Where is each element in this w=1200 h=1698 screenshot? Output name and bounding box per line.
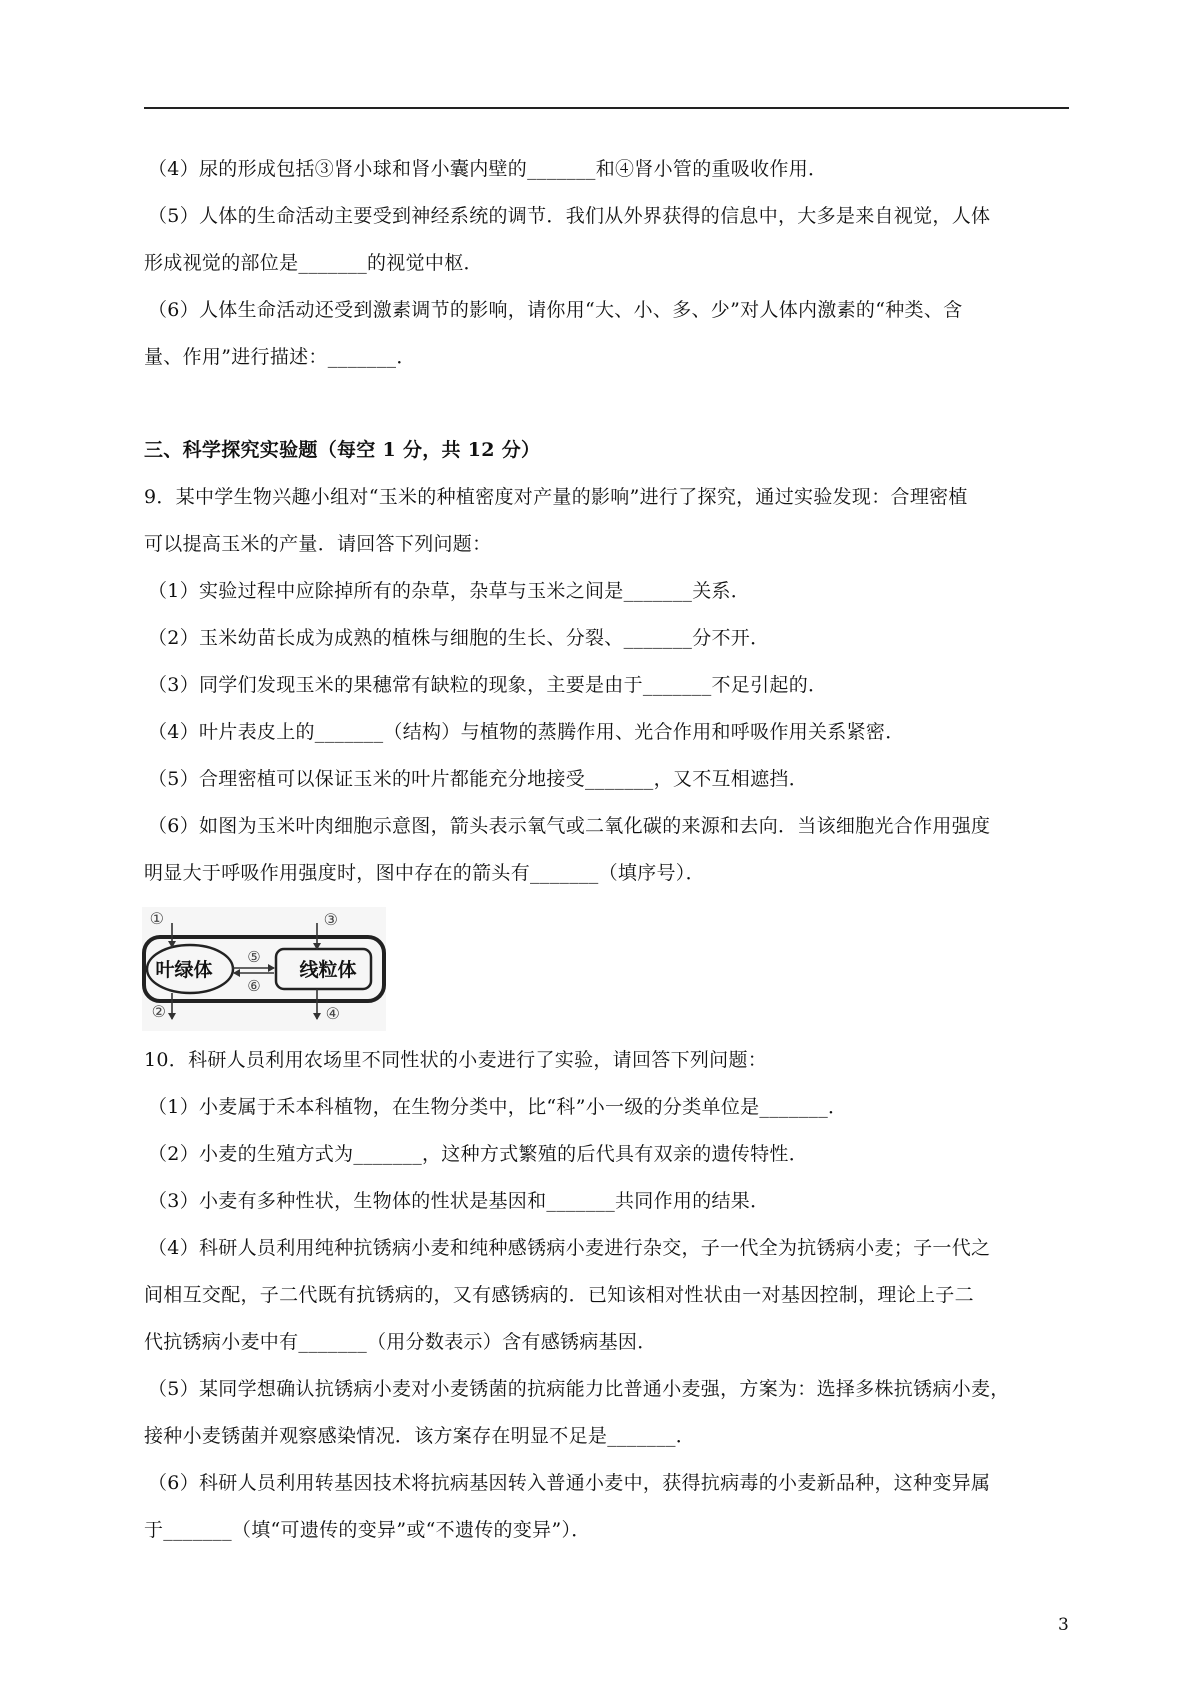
chloroplast-label: 叶绿体 [155, 959, 213, 981]
arrow-label-3: ③ [323, 910, 338, 929]
question-10-6-line1: （6）科研人员利用转基因技术将抗病基因转入普通小麦中，获得抗病毒的小麦新品种，这种变异属 [148, 1472, 991, 1494]
mitochondrion-label: 线粒体 [299, 959, 357, 981]
question-10-6-line2: 于_______（填“可遗传的变异”或“不遗传的变异”）． [144, 1519, 591, 1541]
question-9-6-line2: 明显大于呼吸作用强度时，图中存在的箭头有_______（填序号）． [144, 862, 705, 884]
question-10-4-line1: （4）科研人员利用纯种抗锈病小麦和纯种感锈病小麦进行杂交，子一代全为抗锈病小麦；子一代之 [148, 1237, 991, 1259]
question-9-1: （1）实验过程中应除掉所有的杂草，杂草与玉米之间是_______关系． [148, 580, 751, 602]
header-rule [144, 107, 1069, 109]
question-9-4: （4）叶片表皮上的_______（结构）与植物的蒸腾作用、光合作用和呼吸作用关系紧密． [148, 721, 905, 743]
question-9-stem-line2: 可以提高玉米的产量．请回答下列问题： [144, 533, 492, 555]
section-3-heading: 三、科学探究实验题（每空 1 分，共 12 分） [144, 439, 541, 461]
arrow-label-2: ② [151, 1002, 166, 1021]
question-8-4: （4）尿的形成包括③肾小球和肾小囊内壁的_______和④肾小管的重吸收作用． [148, 158, 828, 180]
question-8-6-line2: 量、作用”进行描述：_______． [144, 346, 416, 368]
arrow-label-1: ① [149, 909, 164, 928]
question-8-6-line1: （6）人体生命活动还受到激素调节的影响，请你用“大、小、多、少”对人体内激素的“种类、含 [148, 299, 963, 321]
question-10-4-line2: 间相互交配，子二代既有抗锈病的，又有感锈病的．已知该相对性状由一对基因控制，理论上子二 [144, 1284, 974, 1306]
question-10-5-line2: 接种小麦锈菌并观察感染情况．该方案存在明显不足是_______． [144, 1425, 696, 1447]
question-9-3: （3）同学们发现玉米的果穗常有缺粒的现象，主要是由于_______不足引起的． [148, 674, 828, 696]
question-10-4-line3: 代抗锈病小麦中有_______（用分数表示）含有感锈病基因． [144, 1331, 657, 1353]
question-10-3: （3）小麦有多种性状，生物体的性状是基因和_______共同作用的结果． [148, 1190, 770, 1212]
question-8-5-line1: （5）人体的生命活动主要受到神经系统的调节．我们从外界获得的信息中，大多是来自视觉，人体 [148, 205, 991, 227]
question-10-5-line1: （5）某同学想确认抗锈病小麦对小麦锈菌的抗病能力比普通小麦强，方案为：选择多株抗锈病小麦， [148, 1378, 1010, 1400]
question-10-stem: 10．科研人员利用农场里不同性状的小麦进行了实验，请回答下列问题： [144, 1049, 768, 1071]
arrow-label-5: ⑤ [247, 948, 261, 966]
page-number: 3 [1058, 1615, 1069, 1635]
arrow-label-6: ⑥ [247, 977, 261, 995]
question-10-1: （1）小麦属于禾本科植物，在生物分类中，比“科”小一级的分类单位是_______． [148, 1096, 848, 1118]
question-9-2: （2）玉米幼苗长成为成熟的植株与细胞的生长、分裂、_______分不开． [148, 627, 770, 649]
question-10-2: （2）小麦的生殖方式为_______，这种方式繁殖的后代具有双亲的遗传特性． [148, 1143, 808, 1165]
question-9-6-line1: （6）如图为玉米叶肉细胞示意图，箭头表示氧气或二氧化碳的来源和去向．当该细胞光合作用强度 [148, 815, 991, 837]
question-8-5-line2: 形成视觉的部位是_______的视觉中枢． [144, 252, 483, 274]
leaf-cell-diagram [142, 907, 386, 1031]
question-9-stem-line1: 9．某中学生物兴趣小组对“玉米的种植密度对产量的影响”进行了探究，通过实验发现：合理密植 [144, 486, 968, 508]
question-9-5: （5）合理密植可以保证玉米的叶片都能充分地接受_______，又不互相遮挡． [148, 768, 808, 790]
arrow-label-4: ④ [325, 1004, 340, 1023]
